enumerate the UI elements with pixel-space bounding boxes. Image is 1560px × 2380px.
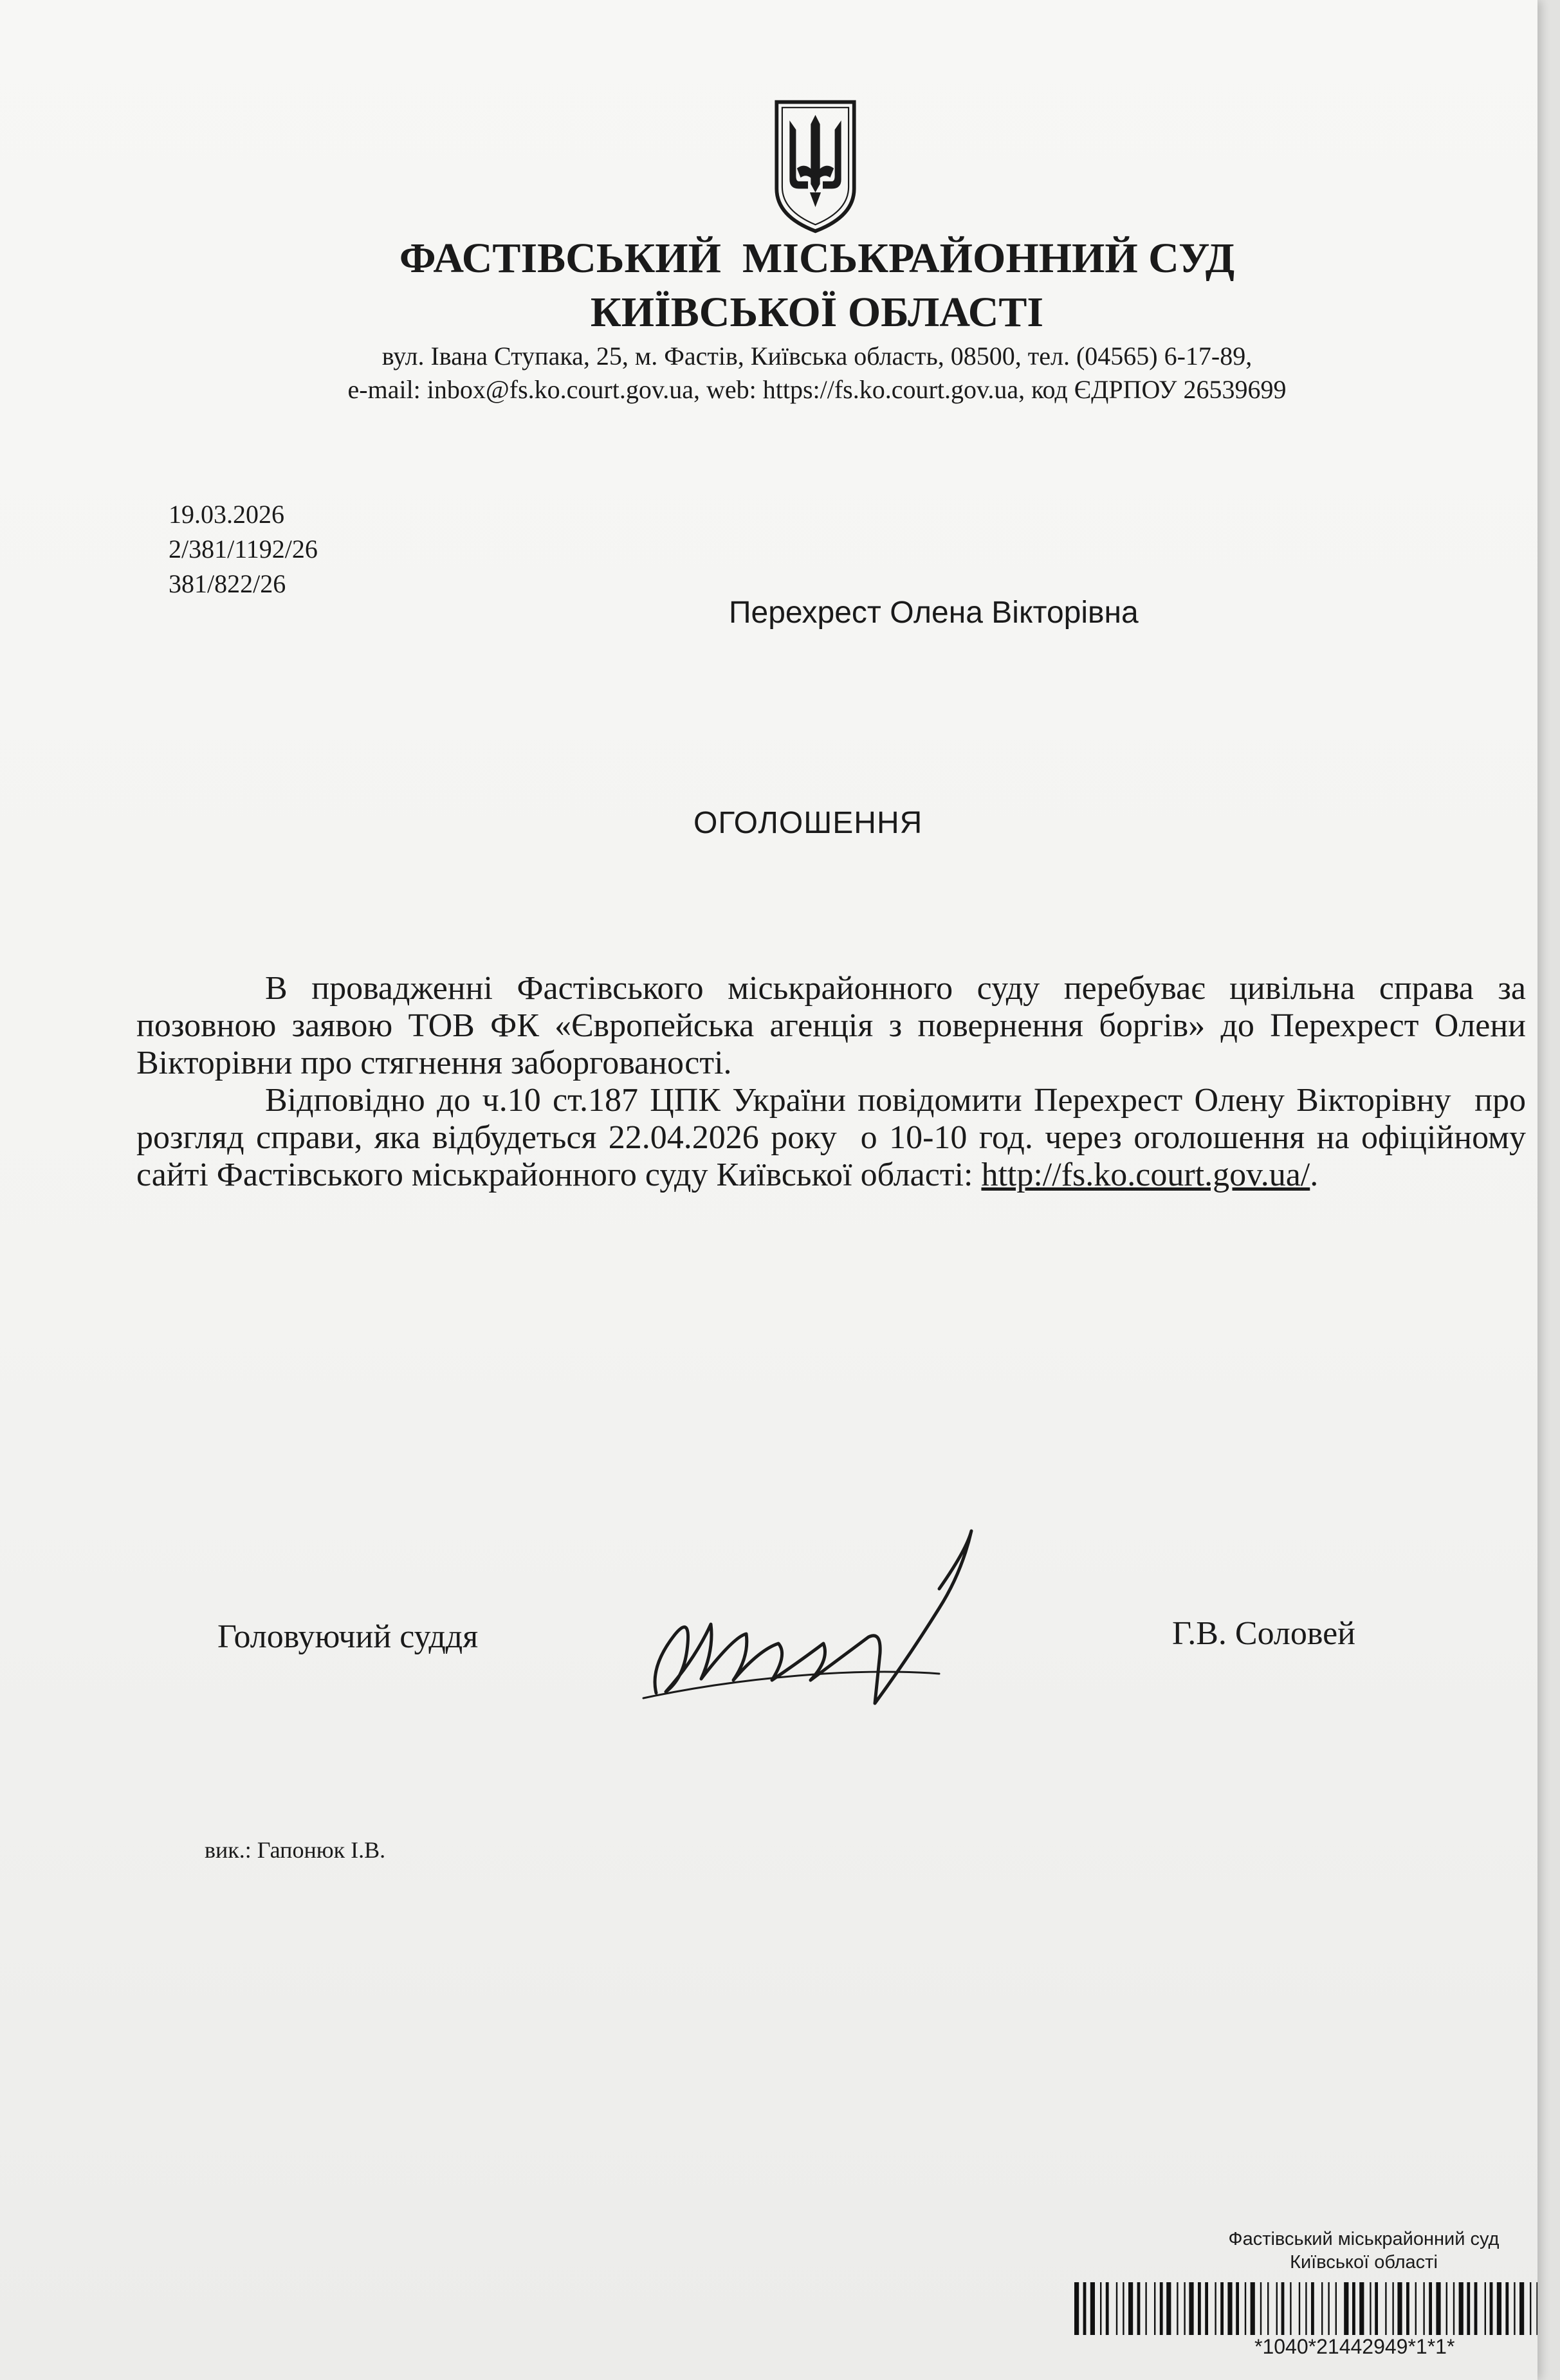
barcode-bar (1485, 2282, 1486, 2335)
barcode-bar (1446, 2282, 1447, 2335)
notice-body (136, 970, 1534, 1194)
barcode-bar (1352, 2282, 1355, 2335)
barcode-bar (1397, 2282, 1402, 2335)
barcode-bar (1106, 2282, 1109, 2335)
barcode-text: *1040*21442949*1*1* (1254, 2335, 1455, 2358)
barcode-bar (1290, 2282, 1291, 2335)
barcode-bar (1305, 2282, 1307, 2335)
document-references (169, 497, 318, 601)
barcode-bar (1299, 2282, 1300, 2335)
barcode-bar (1530, 2282, 1531, 2335)
document-date: 19.03.2026 (169, 500, 284, 529)
barcode-bar (1281, 2282, 1285, 2335)
barcode-bar (1189, 2282, 1193, 2335)
barcode-bar (1267, 2282, 1269, 2335)
contact-line: e-mail: inbox@fs.ko.court.gov.ua, web: https://fs.ko.court.gov.ua, код ЄДРПОУ 26539699 (347, 375, 1287, 404)
outgoing-number: 2/381/1192/26 (169, 535, 318, 563)
barcode-bar (1227, 2282, 1232, 2335)
barcode-bar (1474, 2282, 1478, 2335)
barcode-bar (1429, 2282, 1432, 2335)
barcode-bar (1459, 2282, 1464, 2335)
barcode-bar (1276, 2282, 1278, 2335)
stamp-court-name: Фастівський міськрайонний суд (1228, 2229, 1500, 2249)
court-name (0, 232, 1560, 340)
barcode-bar (1311, 2282, 1314, 2335)
barcode-bar (1453, 2282, 1454, 2335)
barcode-bar (1145, 2282, 1146, 2335)
barcode-bar (1359, 2282, 1364, 2335)
notice-paragraph-1: В провадженні Фастівського міськрайонного суду перебуває цивільна справа за позовною заявою ТОВ ФК «Європейська агенція з повернення боргів» до Перехрест Олени Вікторівни про стягнення заборгованості. (136, 970, 1526, 1081)
barcode-bar (1184, 2282, 1185, 2335)
court-website-link[interactable]: http://fs.ko.court.gov.ua/ (981, 1157, 1310, 1193)
barcode-bar (1220, 2282, 1224, 2335)
barcode-bar (1519, 2282, 1524, 2335)
barcode-bar (1375, 2282, 1378, 2335)
barcode-bar (1406, 2282, 1409, 2335)
barcode-bar (1198, 2282, 1201, 2335)
barcode-bar (1215, 2282, 1216, 2335)
stamp-court-region: Київської області (1290, 2252, 1438, 2273)
barcode-bar (1467, 2282, 1470, 2335)
barcode-bar (1090, 2282, 1095, 2335)
barcode-bar (1177, 2282, 1178, 2335)
court-name-line1: ФАСТІВСЬКИЙ МІСЬКРАЙОННИЙ СУД (399, 235, 1235, 282)
notice-paragraph-2-text: Відповідно до ч.10 ст.187 ЦПК України повідомити Перехрест Олену Вікторівну про розгляд справи, яка відбудеться 22.04.2026 року о 10-10 год. через оголошення на офіційному сайті Фастівського міськрайонного суду Київської області: (136, 1082, 1534, 1193)
barcode-bar (1392, 2282, 1393, 2335)
executor: вик.: Гапонюк І.В. (205, 1837, 386, 1863)
judge-name: Г.В. Соловей (1172, 1615, 1355, 1652)
barcode-bar (1328, 2282, 1329, 2335)
barcode-bar (1490, 2282, 1493, 2335)
handwritten-signature (637, 1512, 997, 1730)
trident-coat-of-arms-icon (769, 96, 862, 235)
notice-title: ОГОЛОШЕННЯ (693, 806, 923, 840)
barcode-bar (1083, 2282, 1087, 2335)
barcode-bar (1205, 2282, 1208, 2335)
barcode-bar (1128, 2282, 1133, 2335)
barcode-bar (1100, 2282, 1101, 2335)
barcode-bar (1344, 2282, 1348, 2335)
notice-paragraph-2 (136, 1082, 1534, 1194)
barcode-bar (1116, 2282, 1117, 2335)
barcode-bar (1160, 2282, 1163, 2335)
barcode-bar (1385, 2282, 1386, 2335)
notice-paragraph-2-end: . (1310, 1157, 1319, 1193)
barcode-bar (1245, 2282, 1246, 2335)
barcode-bar (1415, 2282, 1417, 2335)
barcode-bar (1260, 2282, 1262, 2335)
barcode-bar (1436, 2282, 1440, 2335)
barcode-bar (1536, 2282, 1537, 2335)
barcode-bar (1335, 2282, 1337, 2335)
barcode-bar (1497, 2282, 1501, 2335)
barcode-bar (1505, 2282, 1509, 2335)
barcode-bar (1423, 2282, 1424, 2335)
barcode-bar (1321, 2282, 1323, 2335)
barcode-bar (1123, 2282, 1124, 2335)
barcode-bar (1137, 2282, 1141, 2335)
barcode-bar (1514, 2282, 1515, 2335)
address-line: вул. Івана Ступака, 25, м. Фастів, Київська область, 08500, тел. (04565) 6-17-89, (381, 342, 1253, 371)
court-contacts (0, 340, 1560, 407)
barcode-bar (1166, 2282, 1171, 2335)
barcode (1074, 2282, 1537, 2335)
case-number: 381/822/26 (169, 569, 286, 598)
barcode-bar (1251, 2282, 1255, 2335)
barcode-bar (1154, 2282, 1155, 2335)
court-name-line2: КИЇВСЬКОЇ ОБЛАСТІ (590, 289, 1044, 336)
barcode-bar (1074, 2282, 1079, 2335)
registry-stamp (1197, 2228, 1531, 2274)
barcode-bar (1236, 2282, 1239, 2335)
barcode-bar (1370, 2282, 1371, 2335)
addressee: Перехрест Олена Вікторівна (729, 596, 1139, 630)
judge-position: Головуючий суддя (217, 1618, 479, 1655)
